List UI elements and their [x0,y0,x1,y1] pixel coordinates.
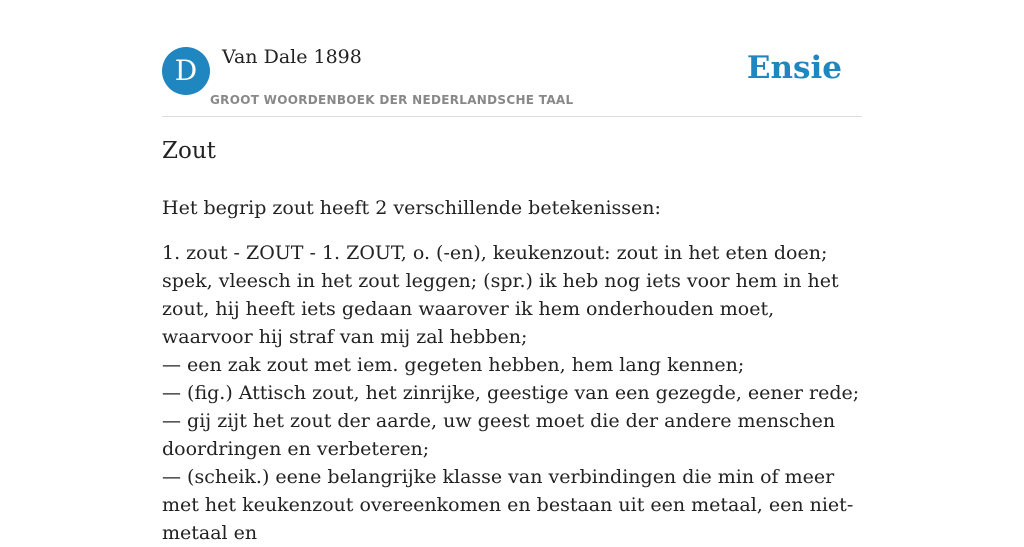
entry-title: Zout [162,138,216,164]
entry-definition [162,239,862,547]
source-title[interactable]: Van Dale 1898 [222,46,362,68]
source-header [162,0,862,117]
source-logo[interactable]: D [162,47,210,95]
brand-logo[interactable]: Ensie [746,50,842,86]
definition-line: — (scheik.) eene belangrijke klasse van verbindingen die min of meer met het keukenzout overeenkomen en bestaan uit een metaal, een niet-metaal en [162,466,854,544]
source-subtitle: GROOT WOORDENBOEK DER NEDERLANDSCHE TAAL [210,93,574,107]
definition-line: 1. zout - ZOUT - 1. ZOUT, o. (-en), keukenzout: zout in het eten doen; spek, vleesch in het zout leggen; (spr.) ik heb nog iets voor hem in het zout, hij heeft iets gedaan waarover ik hem onderhouden moet, waarvoor hij straf van mij zal hebben; [162,242,839,348]
entry-intro: Het begrip zout heeft 2 verschillende betekenissen: [162,197,661,219]
definition-line: — een zak zout met iem. gegeten hebben, hem lang kennen; [162,354,745,376]
definition-line: — gij zijt het zout der aarde, uw geest moet die der andere menschen doordringen en verbeteren; [162,410,836,460]
page-container [162,0,862,544]
definition-line: — (fig.) Attisch zout, het zinrijke, geestige van een gezegde, eener rede; [162,382,860,404]
